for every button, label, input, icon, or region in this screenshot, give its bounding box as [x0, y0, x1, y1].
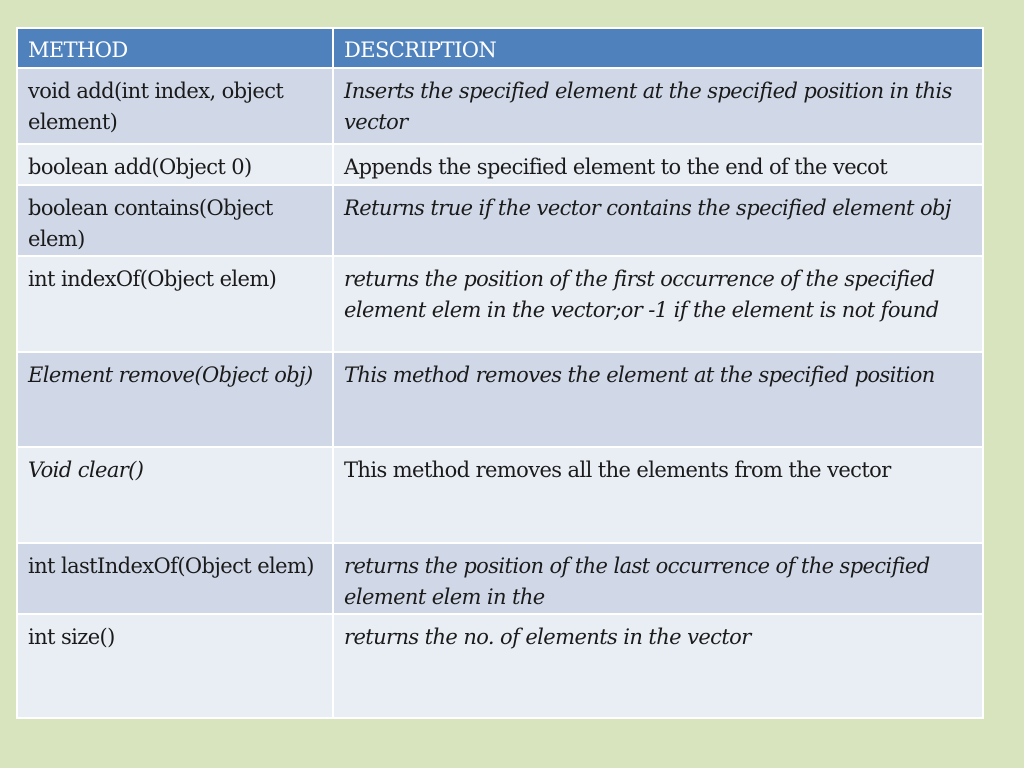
description-cell: returns the position of the first occurrence of the specified element elem in the vector;or -1 if the element is not found: [333, 256, 983, 352]
table-row: [17, 543, 983, 614]
table-row: [17, 68, 983, 144]
description-cell: returns the position of the last occurrence of the specified element elem in the: [333, 543, 983, 614]
table-row: [17, 614, 983, 718]
description-cell: Returns true if the vector contains the specified element obj: [333, 185, 983, 256]
table-row: [17, 144, 983, 185]
method-cell: boolean add(Object 0): [17, 144, 333, 185]
table-row: [17, 256, 983, 352]
method-cell: void add(int index, object element): [17, 68, 333, 144]
description-cell: This method removes the element at the specified position: [333, 352, 983, 447]
method-cell: int lastIndexOf(Object elem): [17, 543, 333, 614]
description-cell: Appends the specified element to the end of the vecot: [333, 144, 983, 185]
vector-methods-table: [16, 27, 984, 719]
table-row: [17, 447, 983, 543]
slide: [16, 27, 982, 718]
method-cell: Void clear(): [17, 447, 333, 543]
header-method: METHOD: [17, 28, 333, 68]
description-cell: returns the no. of elements in the vector: [333, 614, 983, 718]
method-cell: int indexOf(Object elem): [17, 256, 333, 352]
description-cell: Inserts the specified element at the specified position in this vector: [333, 68, 983, 144]
method-cell: int size(): [17, 614, 333, 718]
description-cell: This method removes all the elements from the vector: [333, 447, 983, 543]
header-description: DESCRIPTION: [333, 28, 983, 68]
method-cell: Element remove(Object obj): [17, 352, 333, 447]
table-row: [17, 352, 983, 447]
method-cell: boolean contains(Object elem): [17, 185, 333, 256]
table-row: [17, 185, 983, 256]
table-header-row: [17, 28, 983, 68]
